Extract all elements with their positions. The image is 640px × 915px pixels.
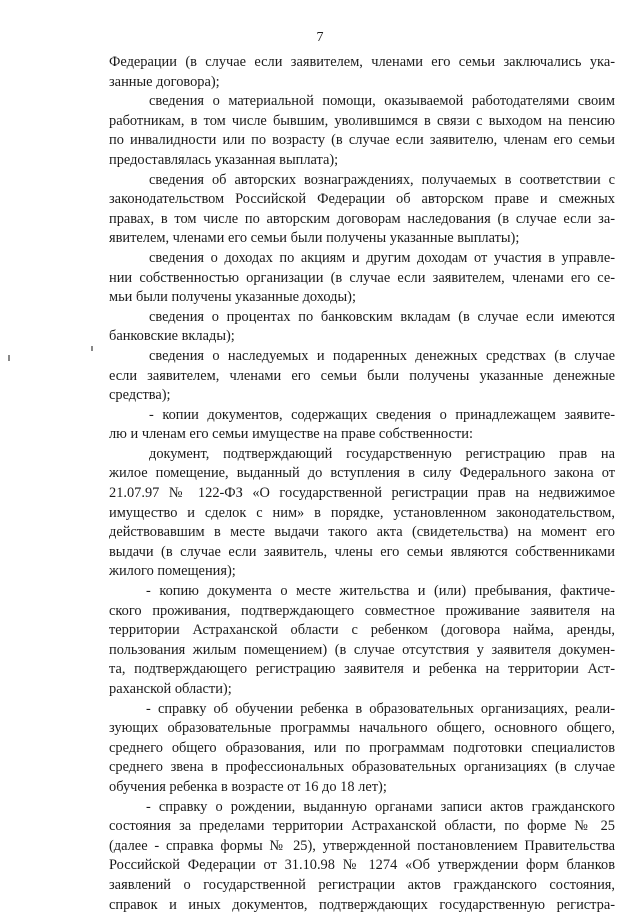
- text-line: заявлений о государственной регистрации актов гражданского состояния,: [109, 876, 615, 893]
- text-line: сведения об авторских вознаграждениях, получаемых в соответствии с: [149, 171, 615, 188]
- text-line: - справку об обучении ребенка в образовательных организациях, реали-: [146, 700, 615, 717]
- text-line: документ, подтверждающий государственную регистрацию прав на: [149, 445, 615, 462]
- text-line: работникам, в том числе бывшим, уволившимся в связи с выходом на пенсию: [109, 112, 615, 129]
- text-line: 21.07.97 № 122-ФЗ «О государственной регистрации прав на недвижимое: [109, 485, 615, 502]
- text-line: мьи были получены указанные доходы);: [109, 289, 356, 306]
- text-line: сведения о материальной помощи, оказываемой работодателями своим: [149, 93, 615, 110]
- text-line: ского проживания, подтверждающего совместное проживание заявителя на: [109, 602, 615, 619]
- text-line: средства);: [109, 387, 171, 404]
- text-line: по инвалидности или по возрасту (в случае если заявителю, членам его семьи: [109, 132, 615, 149]
- text-line: - справку о рождении, выданную органами записи актов гражданского: [146, 798, 615, 815]
- text-line: зующих образовательные программы начального общего, основного общего,: [109, 720, 615, 737]
- text-line: (далее - справка формы № 25), утвержденной постановлением Правительства: [109, 837, 615, 854]
- page-number: 7: [316, 30, 324, 45]
- text-line: имущество и сделок с ним» в порядке, установленном законодательством,: [109, 504, 615, 521]
- text-line: - копию документа о месте жительства и (или) пребывания, фактиче-: [146, 583, 615, 600]
- text-line: выдачи (в случае если заявитель, члены его семьи являются собственниками: [109, 543, 615, 560]
- text-line: Российской Федерации от 31.10.98 № 1274 «Об утверждении форм бланков: [109, 857, 615, 874]
- scan-mark: [8, 355, 10, 361]
- text-line: сведения о наследуемых и подаренных денежных средствах (в случае: [149, 347, 615, 364]
- text-line: сведения о доходах по акциям и другим доходам от участия в управле-: [149, 249, 615, 266]
- text-line: явителем, членами его семьи были получены указанные выплаты);: [109, 230, 520, 247]
- text-line: Федерации (в случае если заявителем, членами его семьи заключались ука-: [109, 54, 615, 70]
- text-line: та, подтверждающего регистрацию заявителя и ребенка на территории Аст-: [109, 661, 615, 678]
- text-line: - копии документов, содержащих сведения о принадлежащем заявите-: [149, 406, 615, 423]
- text-line: сведения о процентах по банковским вкладам (в случае если имеются: [149, 308, 615, 325]
- text-line: раханской области);: [109, 681, 232, 697]
- text-line: банковские вклады);: [109, 328, 235, 345]
- text-line: состояния за пределами территории Астраханской области, по форме № 25: [109, 818, 615, 835]
- text-line: лю и членам его семьи имуществе на праве собственности:: [109, 426, 473, 443]
- scan-mark: [91, 346, 93, 351]
- text-line: территории Астраханской области с ребенком (договора найма, аренды,: [109, 622, 615, 639]
- text-line: справок и иных документов, подтверждающих государственную регистра-: [109, 896, 615, 913]
- text-line: нии собственностью организации (в случае если заявителем, членами его се-: [109, 269, 615, 286]
- text-line: если заявителем, членами его семьи были получены указанные денежные: [109, 367, 615, 384]
- text-line: правах, в том числе по авторским договорам наследования (в случае если за-: [109, 210, 615, 227]
- text-line: жилое помещение, выданный до вступления в силу Федерального закона от: [109, 465, 615, 482]
- text-line: обучения ребенка в возрасте от 16 до 18 лет);: [109, 778, 387, 795]
- text-line: действовавшим в месте выдачи такого акта (свидетельства) на момент его: [109, 524, 615, 541]
- text-line: занные договора);: [109, 73, 220, 90]
- text-line: жилого помещения);: [109, 563, 236, 580]
- text-line: среднего общего образования, или по программам подготовки специалистов: [109, 739, 615, 756]
- document-body: [109, 53, 615, 915]
- text-line: предоставлялась указанная выплата);: [109, 151, 339, 168]
- text-line: законодательством Российской Федерации об авторском праве и смежных: [109, 191, 615, 208]
- text-line: среднего звена в профессиональных образовательных организациях (в случае: [109, 759, 615, 776]
- text-line: пользования жилым помещением) (в случае отсутствия у заявителя докумен-: [109, 641, 615, 658]
